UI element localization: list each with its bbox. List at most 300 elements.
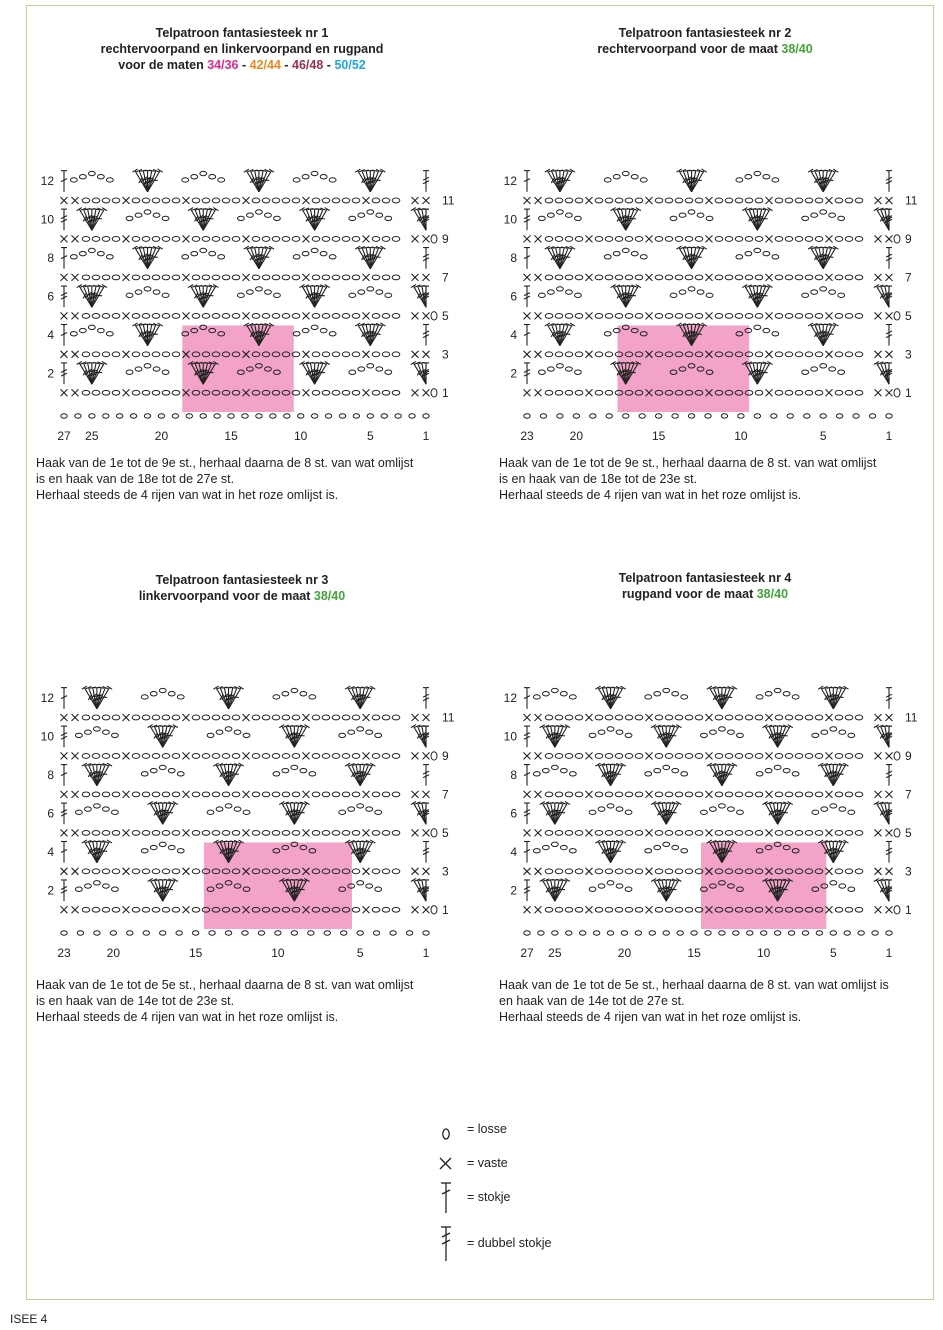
chain-mark bbox=[202, 275, 210, 280]
chain-mark bbox=[106, 332, 113, 336]
chain-mark bbox=[697, 213, 704, 217]
chain-mark bbox=[212, 313, 220, 318]
chain-mark bbox=[172, 352, 180, 357]
chain-mark bbox=[150, 845, 157, 849]
single-crochet-mark bbox=[875, 197, 882, 204]
single-crochet-mark bbox=[875, 906, 882, 913]
treble-crochet-mark bbox=[886, 842, 892, 863]
chain-mark bbox=[262, 237, 270, 242]
chain-mark bbox=[172, 715, 180, 720]
chain-mark bbox=[685, 792, 693, 797]
chain-mark bbox=[595, 869, 603, 874]
chain-mark bbox=[339, 733, 346, 737]
chain-mark bbox=[92, 275, 100, 280]
chain-mark bbox=[92, 715, 100, 720]
row-number-right: 9 bbox=[905, 748, 912, 763]
chain-mark bbox=[324, 931, 330, 935]
chain-mark bbox=[97, 175, 104, 179]
single-crochet-mark bbox=[586, 906, 593, 913]
chain-mark bbox=[755, 715, 763, 720]
chain-mark bbox=[270, 414, 276, 418]
instruction-line: en haak van de 14e tot de 27e st. bbox=[499, 994, 685, 1008]
chain-mark bbox=[152, 198, 160, 203]
size-34-36: 34/36 bbox=[207, 58, 239, 72]
chain-mark bbox=[655, 907, 663, 912]
chain-mark bbox=[112, 198, 120, 203]
chain-mark bbox=[820, 364, 827, 368]
chain-mark bbox=[805, 237, 813, 242]
chain-mark bbox=[106, 255, 113, 259]
stitch-number: 5 bbox=[829, 946, 837, 960]
row-number-left: 12 bbox=[40, 691, 54, 706]
row-number-left: 6 bbox=[510, 289, 517, 304]
chain-mark bbox=[815, 792, 823, 797]
chain-mark bbox=[127, 931, 133, 935]
chain-mark bbox=[152, 754, 160, 759]
chain-mark bbox=[311, 248, 318, 252]
single-crochet-mark bbox=[706, 197, 713, 204]
chain-mark bbox=[615, 313, 623, 318]
size-prefix: voor de maten bbox=[118, 58, 204, 72]
chain-mark bbox=[352, 830, 360, 835]
chain-mark bbox=[352, 390, 360, 395]
chain-mark bbox=[152, 275, 160, 280]
chain-mark bbox=[312, 237, 320, 242]
crochet-chart bbox=[22, 667, 462, 967]
instruction-line: Herhaal steeds de 4 rijen van wat in het roze omlijst is. bbox=[499, 1010, 802, 1024]
chain-mark bbox=[665, 754, 673, 759]
stitch-number: 1 bbox=[885, 429, 893, 443]
single-crochet-mark bbox=[303, 274, 310, 281]
chain-mark bbox=[555, 198, 563, 203]
chain-mark bbox=[613, 251, 620, 255]
chain-mark bbox=[736, 255, 743, 259]
chain-mark bbox=[82, 237, 90, 242]
chain-mark bbox=[835, 715, 843, 720]
row-number-left: 12 bbox=[503, 691, 517, 706]
chain-mark bbox=[675, 275, 683, 280]
chain-mark bbox=[366, 807, 373, 811]
single-crochet-mark bbox=[303, 791, 310, 798]
turning-chain-mark bbox=[431, 312, 437, 320]
instruction-line: Haak van de 1e tot de 9e st., herhaal daarna de 8 st. van wat omlijst bbox=[36, 456, 414, 470]
chain-mark bbox=[238, 293, 245, 297]
chain-mark bbox=[132, 830, 140, 835]
chain-mark bbox=[342, 390, 350, 395]
chain-mark bbox=[575, 237, 583, 242]
chain-mark bbox=[102, 275, 110, 280]
chain-mark bbox=[262, 198, 270, 203]
chain-mark bbox=[845, 792, 853, 797]
chain-mark bbox=[162, 293, 169, 297]
row-number-right: 11 bbox=[442, 710, 455, 725]
turning-chain-mark bbox=[894, 752, 900, 760]
row-number-right: 1 bbox=[442, 385, 449, 400]
row-number-right: 1 bbox=[905, 902, 912, 917]
chain-mark bbox=[575, 792, 583, 797]
chain-mark bbox=[805, 754, 813, 759]
single-crochet-mark bbox=[412, 906, 419, 913]
stitch-number: 1 bbox=[422, 429, 430, 443]
chain-mark bbox=[745, 198, 753, 203]
single-crochet-mark bbox=[535, 868, 542, 875]
instruction-line: Herhaal steeds de 4 rijen van wat in het roze omlijst is. bbox=[36, 1010, 339, 1024]
single-crochet-mark bbox=[826, 752, 833, 759]
chain-mark bbox=[352, 275, 360, 280]
chain-mark bbox=[158, 414, 164, 418]
treble-crochet-mark bbox=[886, 248, 892, 269]
chain-mark bbox=[848, 887, 855, 891]
row-number-right: 7 bbox=[905, 270, 912, 285]
chain-mark bbox=[311, 325, 318, 329]
chain-mark bbox=[152, 792, 160, 797]
chain-mark bbox=[243, 810, 250, 814]
single-crochet-mark bbox=[423, 274, 430, 281]
chain-mark bbox=[252, 754, 260, 759]
chain-mark bbox=[322, 275, 330, 280]
chain-mark bbox=[291, 765, 298, 769]
chain-mark bbox=[92, 830, 100, 835]
chain-mark bbox=[102, 869, 110, 874]
chain-mark bbox=[322, 754, 330, 759]
single-crochet-mark bbox=[524, 752, 531, 759]
chain-mark bbox=[89, 414, 95, 418]
chain-mark bbox=[85, 730, 92, 734]
chain-mark bbox=[622, 171, 629, 175]
treble-crochet-mark bbox=[61, 726, 67, 747]
chain-mark bbox=[357, 727, 364, 731]
chain-mark bbox=[126, 216, 133, 220]
chain-mark bbox=[142, 237, 150, 242]
size-prefix: rugpand voor de maat bbox=[621, 587, 754, 601]
chain-mark bbox=[595, 198, 603, 203]
chain-mark bbox=[701, 733, 708, 737]
chain-mark bbox=[291, 688, 298, 692]
chain-mark bbox=[358, 213, 365, 217]
chain-mark bbox=[70, 178, 77, 182]
single-crochet-mark bbox=[303, 714, 310, 721]
stitch-number: 20 bbox=[569, 429, 584, 443]
chain-mark bbox=[545, 754, 553, 759]
chain-mark bbox=[252, 313, 260, 318]
chain-mark bbox=[142, 792, 150, 797]
row-number-left: 2 bbox=[47, 366, 54, 381]
chain-mark bbox=[685, 715, 693, 720]
chain-mark bbox=[665, 715, 673, 720]
chain-mark bbox=[560, 768, 567, 772]
chain-mark bbox=[635, 275, 643, 280]
chain-mark bbox=[322, 792, 330, 797]
treble-crochet-mark bbox=[886, 171, 892, 192]
chain-mark bbox=[110, 931, 116, 935]
chain-mark bbox=[385, 370, 392, 374]
chain-mark bbox=[821, 730, 828, 734]
stitch-number: 15 bbox=[188, 946, 203, 960]
chain-mark bbox=[821, 807, 828, 811]
chain-mark bbox=[811, 213, 818, 217]
chain-mark bbox=[540, 414, 546, 418]
chain-mark bbox=[691, 931, 697, 935]
chain-mark bbox=[291, 931, 297, 935]
chain-mark bbox=[375, 887, 382, 891]
chain-mark bbox=[392, 352, 400, 357]
single-crochet-mark bbox=[412, 829, 419, 836]
chain-mark bbox=[172, 754, 180, 759]
chain-mark bbox=[293, 332, 300, 336]
chain-mark bbox=[830, 931, 836, 935]
chain-mark bbox=[725, 715, 733, 720]
single-crochet-mark bbox=[826, 351, 833, 358]
chain-mark bbox=[142, 869, 150, 874]
chain-mark bbox=[655, 198, 663, 203]
chain-mark bbox=[192, 907, 200, 912]
chain-mark bbox=[172, 313, 180, 318]
stitch-number: 10 bbox=[757, 946, 771, 960]
chain-mark bbox=[872, 931, 878, 935]
chain-mark bbox=[615, 754, 623, 759]
single-crochet-mark bbox=[183, 197, 190, 204]
single-crochet-mark bbox=[412, 868, 419, 875]
single-crochet-mark bbox=[886, 868, 893, 875]
chain-mark bbox=[695, 275, 703, 280]
chain-mark bbox=[745, 275, 753, 280]
single-crochet-mark bbox=[826, 235, 833, 242]
chain-mark bbox=[234, 807, 241, 811]
single-crochet-mark bbox=[875, 351, 882, 358]
chain-mark bbox=[342, 198, 350, 203]
chain-mark bbox=[815, 352, 823, 357]
chain-mark bbox=[665, 237, 673, 242]
chain-mark bbox=[774, 688, 781, 692]
chain-mark bbox=[143, 931, 149, 935]
single-crochet-mark bbox=[586, 312, 593, 319]
chain-mark bbox=[382, 792, 390, 797]
single-crochet-mark bbox=[412, 274, 419, 281]
chain-mark bbox=[665, 830, 673, 835]
chain-mark bbox=[785, 313, 793, 318]
panel-title bbox=[22, 25, 462, 73]
chain-mark bbox=[775, 313, 783, 318]
legend-row bbox=[430, 1224, 630, 1264]
treble-crochet-mark bbox=[61, 286, 67, 307]
size-prefix: rechtervoorpand voor de maat bbox=[597, 42, 778, 56]
chain-mark bbox=[192, 869, 200, 874]
chain-mark bbox=[292, 792, 300, 797]
chain-mark bbox=[232, 792, 240, 797]
chain-mark bbox=[725, 275, 733, 280]
chain-mark bbox=[886, 931, 892, 935]
chain-mark bbox=[533, 772, 540, 776]
single-crochet-mark bbox=[123, 714, 130, 721]
single-crochet-mark bbox=[61, 791, 68, 798]
chain-mark bbox=[82, 313, 90, 318]
chain-mark bbox=[575, 198, 583, 203]
chain-mark bbox=[625, 237, 633, 242]
chain-mark bbox=[79, 175, 86, 179]
chain-mark bbox=[144, 287, 151, 291]
chain-mark bbox=[681, 695, 688, 699]
stitch-number: 27 bbox=[57, 429, 71, 443]
row-number-right: 11 bbox=[905, 193, 918, 208]
chain-mark bbox=[342, 237, 350, 242]
chain-mark bbox=[697, 290, 704, 294]
title-line: rechtervoorpand en linkervoorpand en rugpand bbox=[100, 42, 384, 56]
chain-mark bbox=[706, 216, 713, 220]
single-crochet-mark bbox=[586, 829, 593, 836]
title-line: Telpatroon fantasiesteek nr 4 bbox=[618, 571, 792, 585]
chain-mark bbox=[232, 275, 240, 280]
chain-mark bbox=[545, 792, 553, 797]
chain-mark bbox=[162, 275, 170, 280]
chain-mark bbox=[575, 754, 583, 759]
chain-mark bbox=[555, 907, 563, 912]
chain-mark bbox=[785, 198, 793, 203]
chain-mark bbox=[675, 237, 683, 242]
row-number-left: 6 bbox=[510, 806, 517, 821]
chain-mark bbox=[382, 352, 390, 357]
chain-mark bbox=[312, 275, 320, 280]
chain-mark bbox=[94, 727, 101, 731]
chain-mark bbox=[754, 414, 760, 418]
chain-mark bbox=[94, 804, 101, 808]
chain-mark bbox=[135, 213, 142, 217]
chain-mark bbox=[615, 869, 623, 874]
chain-mark bbox=[785, 830, 793, 835]
chain-mark bbox=[635, 830, 643, 835]
chain-mark bbox=[710, 730, 717, 734]
chain-mark bbox=[625, 733, 632, 737]
stitch-number: 25 bbox=[548, 946, 562, 960]
chain-mark bbox=[575, 907, 583, 912]
chain-mark bbox=[135, 367, 142, 371]
chain-mark bbox=[595, 313, 603, 318]
chain-mark bbox=[358, 290, 365, 294]
chain-mark bbox=[595, 830, 603, 835]
size-line bbox=[485, 41, 925, 57]
single-crochet-mark bbox=[363, 906, 370, 913]
single-crochet-mark bbox=[243, 714, 250, 721]
turning-chain-mark bbox=[894, 389, 900, 397]
single-crochet-mark bbox=[72, 351, 79, 358]
row-number-right: 3 bbox=[905, 347, 912, 362]
chain-mark bbox=[604, 255, 611, 259]
chain-mark bbox=[348, 807, 355, 811]
chain-mark bbox=[112, 390, 120, 395]
chain-mark bbox=[392, 313, 400, 318]
chain-mark bbox=[575, 352, 583, 357]
chain-mark bbox=[372, 237, 380, 242]
chain-mark bbox=[548, 290, 555, 294]
chain-mark bbox=[855, 313, 863, 318]
chain-mark bbox=[262, 313, 270, 318]
row-number-right: 3 bbox=[905, 864, 912, 879]
chain-mark bbox=[754, 171, 761, 175]
double-crochet-mark bbox=[61, 765, 67, 786]
chain-mark bbox=[835, 754, 843, 759]
chain-mark bbox=[623, 414, 629, 418]
single-crochet-mark bbox=[72, 868, 79, 875]
chain-mark bbox=[672, 768, 679, 772]
chain-mark bbox=[232, 313, 240, 318]
chain-mark bbox=[760, 931, 766, 935]
chain-mark bbox=[855, 198, 863, 203]
chain-mark bbox=[565, 390, 573, 395]
chain-mark bbox=[685, 907, 693, 912]
chain-mark bbox=[293, 255, 300, 259]
chain-mark bbox=[141, 772, 148, 776]
chain-mark bbox=[382, 715, 390, 720]
chain-mark bbox=[545, 313, 553, 318]
chain-mark bbox=[524, 414, 530, 418]
chain-mark bbox=[616, 730, 623, 734]
treble-crochet-mark bbox=[61, 363, 67, 384]
chain-mark bbox=[829, 290, 836, 294]
single-crochet-mark bbox=[72, 235, 79, 242]
chain-mark bbox=[835, 237, 843, 242]
single-crochet-mark bbox=[243, 235, 250, 242]
chain-mark bbox=[665, 869, 673, 874]
chain-mark bbox=[795, 715, 803, 720]
chain-mark bbox=[282, 715, 290, 720]
chain-mark bbox=[545, 390, 553, 395]
chain-mark bbox=[839, 884, 846, 888]
chain-mark bbox=[605, 390, 613, 395]
chain-mark bbox=[566, 931, 572, 935]
chain-mark bbox=[216, 807, 223, 811]
chain-mark bbox=[605, 715, 613, 720]
chain-mark bbox=[845, 313, 853, 318]
single-crochet-mark bbox=[183, 791, 190, 798]
chain-mark bbox=[292, 830, 300, 835]
chain-mark bbox=[94, 931, 100, 935]
chain-mark bbox=[763, 251, 770, 255]
chain-mark bbox=[775, 275, 783, 280]
chain-mark bbox=[754, 248, 761, 252]
chain-mark bbox=[352, 313, 360, 318]
single-crochet-mark bbox=[646, 197, 653, 204]
chain-mark bbox=[142, 754, 150, 759]
single-crochet-mark bbox=[706, 791, 713, 798]
chain-mark bbox=[539, 293, 546, 297]
size-50-52: 50/52 bbox=[334, 58, 366, 72]
chain-mark bbox=[352, 352, 360, 357]
chain-mark bbox=[132, 715, 140, 720]
chain-mark bbox=[272, 715, 280, 720]
chain-mark bbox=[132, 198, 140, 203]
chain-mark bbox=[311, 171, 318, 175]
single-crochet-mark bbox=[886, 714, 893, 721]
chain-mark bbox=[733, 931, 739, 935]
chain-mark bbox=[192, 237, 200, 242]
chain-mark bbox=[77, 931, 83, 935]
chain-mark bbox=[70, 255, 77, 259]
chain-mark bbox=[153, 367, 160, 371]
treble-crochet-mark bbox=[524, 363, 530, 384]
single-crochet-mark bbox=[524, 235, 531, 242]
chain-mark bbox=[265, 290, 272, 294]
stitch-number: 10 bbox=[271, 946, 285, 960]
single-crochet-mark bbox=[586, 274, 593, 281]
chain-mark bbox=[685, 275, 693, 280]
chain-mark bbox=[232, 237, 240, 242]
instruction-line: is en haak van de 18e tot de 23e st. bbox=[499, 472, 698, 486]
chain-mark bbox=[332, 237, 340, 242]
chain-mark bbox=[332, 390, 340, 395]
chain-mark bbox=[552, 931, 558, 935]
chain-mark bbox=[685, 237, 693, 242]
chain-mark bbox=[755, 313, 763, 318]
chain-mark bbox=[332, 715, 340, 720]
